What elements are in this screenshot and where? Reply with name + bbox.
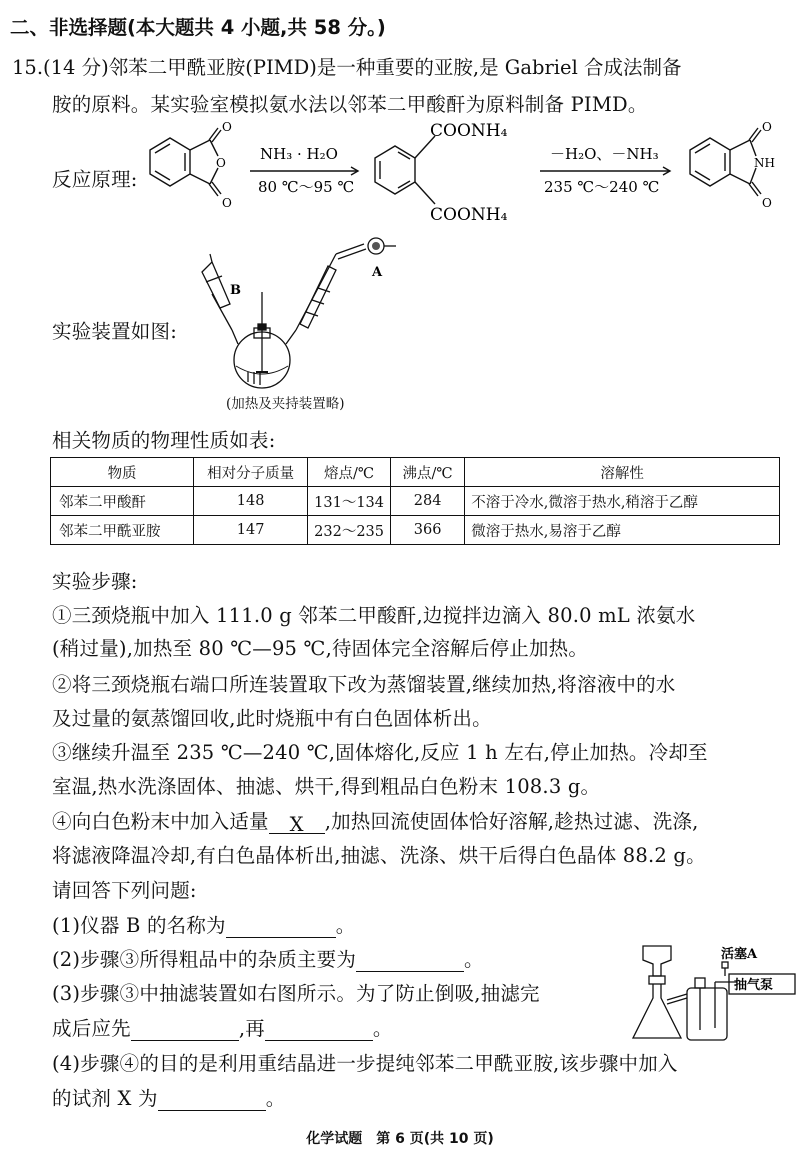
question-points: (14 分) <box>43 56 109 79</box>
page-footer: 化学试题 第 6 页(共 10 页) <box>306 1131 494 1147</box>
intermediate-group-top: COONH₄ <box>430 121 508 141</box>
pimd-o-bottom: O <box>762 196 772 210</box>
question-4-end: 。 <box>265 1087 286 1110</box>
ammonium-phthalate-structure <box>375 136 435 204</box>
step2-line2: 及过量的氨蒸馏回收,此时烧瓶中有白色固体析出。 <box>52 707 492 730</box>
table-header-cell: 沸点/℃ <box>391 458 465 487</box>
question-4-line1: (4)步骤④的目的是利用重结晶进一步提纯邻苯二甲酰亚胺,该步骤中加入 <box>52 1052 678 1075</box>
anhydride-o-top: O <box>222 120 232 134</box>
section-heading: 二、非选择题(本大题共 4 小题,共 58 分。) <box>10 16 386 39</box>
question-1-text: (1)仪器 B 的名称为 <box>52 914 226 937</box>
step2-reagent: －H₂O、－NH₃ <box>550 145 659 163</box>
table-cell: 366 <box>391 516 465 545</box>
table-header-cell: 相对分子质量 <box>194 458 308 487</box>
table-cell: 148 <box>194 487 308 516</box>
step3-line2: 室温,热水洗涤固体、抽滤、烘干,得到粗品白色粉末 108.3 g。 <box>52 775 601 798</box>
table-row <box>51 516 780 545</box>
question-intro-text: 邻苯二甲酰亚胺(PIMD)是一种重要的亚胺,是 Gabriel 合成法制备 <box>108 56 682 79</box>
question-3-line1: (3)步骤③中抽滤装置如右图所示。为了防止倒吸,抽滤完 <box>52 982 540 1005</box>
question-3-text-b: ,再 <box>238 1017 265 1040</box>
question-2-end: 。 <box>464 948 484 971</box>
step4-line2: 将滤液降温冷却,有白色晶体析出,抽滤、洗涤、烘干后得白色晶体 88.2 g。 <box>52 844 706 867</box>
table-cell: 284 <box>391 487 465 516</box>
table-cell: 232～235 <box>308 516 391 545</box>
step2-condition: 235 ℃～240 ℃ <box>544 178 660 196</box>
table-cell: 邻苯二甲酸酐 <box>51 487 194 516</box>
three-neck-flask-apparatus <box>196 232 406 392</box>
question-1 <box>52 910 355 938</box>
anhydride-o-bottom: O <box>222 196 232 210</box>
apparatus-label-b: B <box>230 283 241 298</box>
question-4-text: 的试剂 X 为 <box>52 1087 158 1110</box>
intermediate-group-bottom: COONH₄ <box>430 205 508 225</box>
question-2-text: (2)步骤③所得粗品中的杂质主要为 <box>52 948 357 971</box>
table-cell: 邻苯二甲酰亚胺 <box>51 516 194 545</box>
question-intro-line1 <box>12 52 682 80</box>
question-number: 15. <box>12 56 44 79</box>
table-intro: 相关物质的物理性质如表: <box>52 429 276 452</box>
step4-text-b: ,加热回流使固体恰好溶解,趁热过滤、洗涤, <box>324 810 699 833</box>
suction-filtration-apparatus <box>625 938 800 1048</box>
reaction-scheme <box>140 118 800 228</box>
question-3-end: 。 <box>372 1017 393 1040</box>
step1-line2: (稍过量),加热至 80 ℃—95 ℃,待固体完全溶解后停止加热。 <box>52 637 589 660</box>
table-header-cell: 物质 <box>51 458 194 487</box>
step2-line1: ②将三颈烧瓶右端口所连装置取下改为蒸馏装置,继续加热,将溶液中的水 <box>52 673 676 696</box>
pimd-nh: NH <box>754 156 775 170</box>
properties-table <box>50 457 780 545</box>
step4-text-a: ④向白色粉末中加入适量 <box>52 810 269 833</box>
pump-label: 抽气泵 <box>734 978 774 993</box>
questions-prompt: 请回答下列问题: <box>52 879 197 902</box>
answer-blank-q3-first[interactable] <box>131 1020 239 1041</box>
phthalic-anhydride-structure <box>150 128 221 196</box>
table-row <box>51 487 780 516</box>
anhydride-o-ring: O <box>216 156 226 170</box>
answer-blank-q4[interactable] <box>158 1090 266 1111</box>
step1-condition: 80 ℃～95 ℃ <box>258 178 355 196</box>
step4-line1 <box>52 806 699 834</box>
question-2 <box>52 944 484 972</box>
valve-a-label: 活塞A <box>721 947 758 962</box>
step1-line1: ①三颈烧瓶中加入 111.0 g 邻苯二甲酸酐,边搅拌边滴入 80.0 mL 浓氨水 <box>52 604 696 627</box>
apparatus-caption: (加热及夹持装置略) <box>226 396 345 412</box>
steps-heading: 实验步骤: <box>52 570 138 593</box>
table-cell: 131～134 <box>308 487 391 516</box>
answer-blank-q3-second[interactable] <box>265 1020 373 1041</box>
table-header-row <box>51 458 780 487</box>
question-3-line2 <box>52 1013 393 1041</box>
step4-blank-x: X <box>269 813 325 834</box>
question-1-end: 。 <box>335 914 356 937</box>
step1-reagent: NH₃ · H₂O <box>260 145 338 163</box>
table-header-cell: 溶解性 <box>465 458 780 487</box>
answer-blank-q1[interactable] <box>226 917 336 938</box>
table-cell: 147 <box>194 516 308 545</box>
reaction-label: 反应原理: <box>52 168 138 191</box>
question-intro-line2: 胺的原料。某实验室模拟氨水法以邻苯二甲酸酐为原料制备 PIMD。 <box>52 93 648 116</box>
pimd-structure <box>690 128 761 196</box>
apparatus-label-a: A <box>372 265 383 280</box>
step3-line1: ③继续升温至 235 ℃—240 ℃,固体熔化,反应 1 h 左右,停止加热。冷却至 <box>52 741 708 764</box>
question-3-text-a: 成后应先 <box>52 1017 131 1040</box>
question-4-line2 <box>52 1083 285 1111</box>
table-header-cell: 熔点/℃ <box>308 458 391 487</box>
answer-blank-q2[interactable] <box>356 951 464 972</box>
apparatus-label: 实验装置如图: <box>52 320 177 343</box>
pimd-o-top: O <box>762 120 772 134</box>
table-cell: 微溶于热水,易溶于乙醇 <box>465 516 780 545</box>
table-cell: 不溶于冷水,微溶于热水,稍溶于乙醇 <box>465 487 780 516</box>
